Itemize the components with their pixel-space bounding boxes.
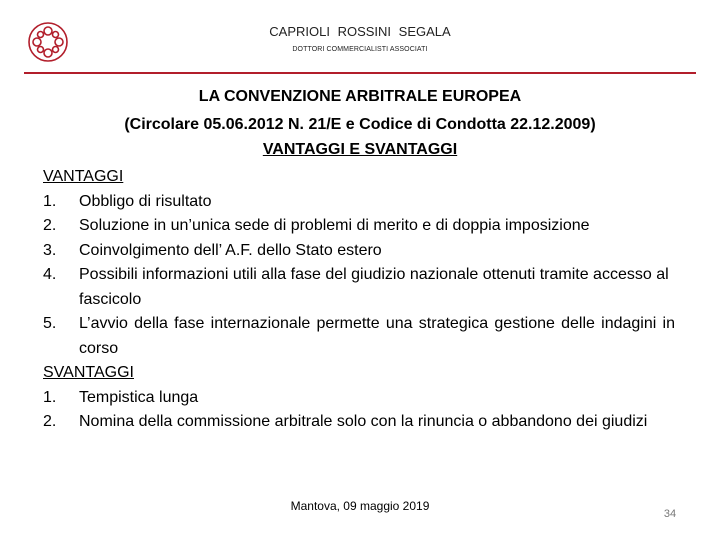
slide-subtitle-reference: (Circolare 05.06.2012 N. 21/E e Codice di Condotta 22.12.2009)	[124, 116, 596, 133]
svantaggi-heading: SVANTAGGI	[43, 364, 134, 381]
footer-place-date: Mantova, 09 maggio 2019	[290, 499, 430, 513]
list-item-number: 3.	[43, 241, 57, 259]
slide-subtitle-topic: VANTAGGI E SVANTAGGI	[262, 141, 458, 158]
vantaggi-heading: VANTAGGI	[43, 168, 124, 185]
list-item	[43, 239, 675, 264]
list-item-number: 2.	[43, 217, 57, 234]
list-item-text: Tempistica lunga	[79, 388, 199, 406]
page-number: 34	[663, 508, 677, 520]
slide-title: LA CONVENZIONE ARBITRALE EUROPEA	[198, 88, 522, 105]
list-item	[43, 386, 675, 411]
list-item-text: Obbligo di risultato	[79, 192, 212, 210]
list-item	[43, 190, 675, 215]
list-item-text: Possibili informazioni utili alla fase del giudizio nazionale ottenuti tramite accesso al fascicolo	[79, 266, 669, 308]
list-item-number: 2.	[43, 413, 57, 430]
list-item-text: Soluzione in un’unica sede di problemi di merito e di doppia imposizione	[79, 217, 590, 234]
list-item-text: Coinvolgimento dell’ A.F. dello Stato estero	[79, 241, 382, 259]
list-item-number: 4.	[43, 266, 57, 283]
firm-subtitle: DOTTORI COMMERCIALISTI ASSOCIATI	[292, 46, 428, 53]
list-item-number: 1.	[43, 388, 57, 406]
list-item	[43, 263, 675, 312]
slide-body	[43, 165, 675, 435]
list-item	[43, 214, 675, 239]
list-item-text: Nomina della commissione arbitrale solo con la rinuncia o abbandono dei giudizi	[79, 413, 648, 430]
list-item	[43, 410, 675, 435]
list-item-number: 1.	[43, 192, 57, 210]
list-item-text: L’avvio della fase internazionale permette una strategica gestione delle indagini in corso	[79, 315, 675, 357]
list-item-number: 5.	[43, 315, 57, 332]
firm-name: CAPRIOLI ROSSINI SEGALA	[269, 24, 451, 39]
list-item	[43, 312, 675, 361]
header-divider	[24, 72, 696, 74]
